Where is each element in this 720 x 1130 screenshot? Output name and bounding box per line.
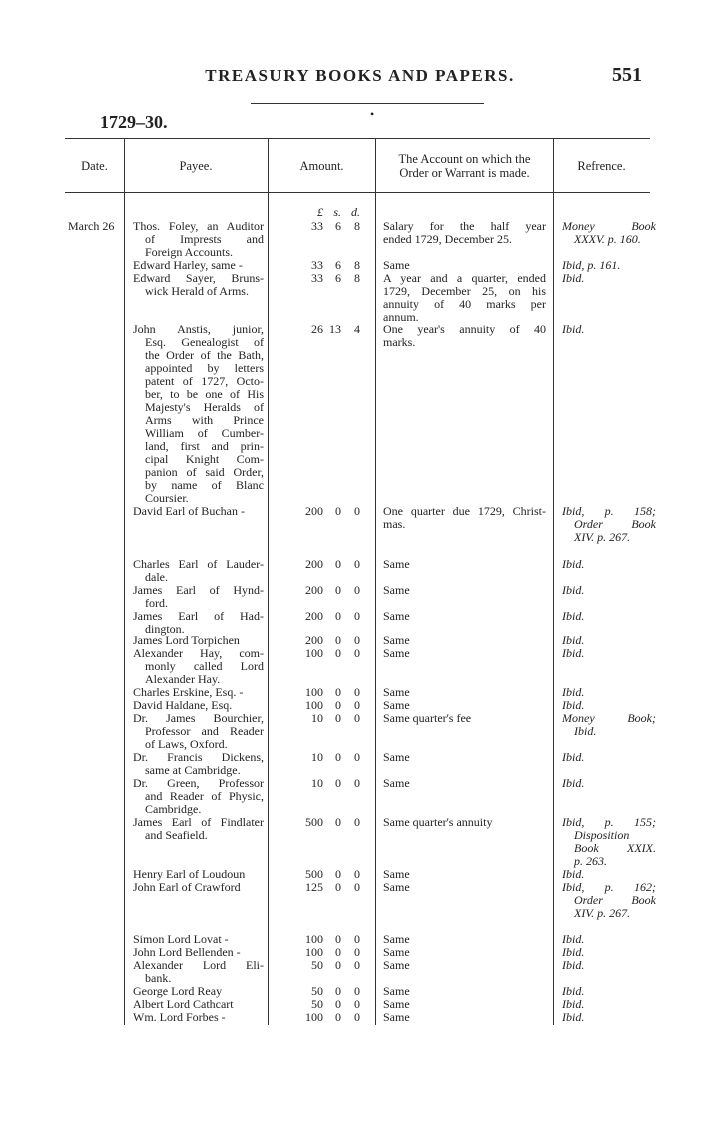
- reference-line: Ibid.: [562, 958, 585, 972]
- payee-line: Charles Erskine, Esq. -: [133, 685, 244, 699]
- amount-shillings: 0: [335, 1010, 341, 1024]
- reference-cell: [562, 272, 656, 285]
- payee-line: John Anstis, junior,: [133, 322, 264, 336]
- payee-cell: [133, 272, 264, 298]
- reference-line: Ibid.: [562, 932, 585, 946]
- reference-line: Ibid.: [562, 945, 585, 959]
- amount-pounds: 10: [311, 750, 323, 764]
- account-cell: [383, 959, 546, 972]
- amount-pounds: 100: [305, 685, 323, 699]
- amount-pounds: 33: [311, 219, 323, 233]
- amount-shillings: 0: [335, 997, 341, 1011]
- amount-shillings: 0: [335, 698, 341, 712]
- amount-pence: 8: [354, 258, 360, 272]
- payee-line: of Laws, Oxford.: [145, 737, 228, 751]
- amount-shillings: 0: [335, 646, 341, 660]
- payee-line: Edward Sayer, Bruns-: [133, 271, 264, 285]
- reference-line: Ibid, p. 162;: [562, 880, 656, 894]
- column-divider: [124, 139, 125, 1025]
- reference-line: Ibid, p. 158;: [562, 504, 656, 518]
- amount-shillings: 0: [335, 958, 341, 972]
- reference-line: Ibid.: [562, 583, 585, 597]
- payee-line: Thos. Foley, an Auditor: [133, 219, 264, 233]
- amount-shillings: 0: [335, 711, 341, 725]
- account-line: One year's annuity of 40: [383, 322, 546, 336]
- reference-cell: [562, 220, 656, 246]
- amount-pounds: 500: [305, 867, 323, 881]
- amount-pounds: 50: [311, 984, 323, 998]
- amount-pounds: 50: [311, 997, 323, 1011]
- amount-pence: 0: [354, 711, 360, 725]
- payee-line: appointed by letters: [145, 361, 264, 375]
- reference-line: Ibid.: [562, 609, 585, 623]
- payee-line: William of Cumber-: [145, 426, 264, 440]
- amount-pounds: 100: [305, 646, 323, 660]
- pounds-unit: £: [317, 205, 323, 219]
- date-cell: March 26: [68, 219, 115, 233]
- amount-pounds: 200: [305, 609, 323, 623]
- account-cell: [383, 881, 546, 894]
- shillings-unit: s.: [333, 205, 341, 219]
- payee-line: cipal Knight Com-: [145, 452, 264, 466]
- reference-line: Book XXIX.: [574, 841, 656, 855]
- reference-line: Ibid.: [562, 271, 585, 285]
- payee-line: Dr. James Bourchier,: [133, 711, 264, 725]
- payee-line: by name of Blanc: [145, 478, 264, 492]
- reference-line: Ibid.: [562, 997, 585, 1011]
- payee-cell: [133, 959, 264, 985]
- payee-line: the Order of the Bath,: [145, 348, 264, 362]
- amount-pounds: 200: [305, 557, 323, 571]
- column-divider: [553, 139, 554, 1025]
- amount-shillings: 0: [335, 815, 341, 829]
- reference-cell: [562, 584, 656, 597]
- payee-cell: [133, 505, 264, 518]
- reference-line: Ibid.: [562, 322, 585, 336]
- amount-pounds: 125: [305, 880, 323, 894]
- reference-line: Ibid, p. 161.: [562, 258, 621, 272]
- payee-line: Wm. Lord Forbes -: [133, 1010, 226, 1024]
- payee-line: and Reader of Physic,: [145, 789, 264, 803]
- amount-pence: 0: [354, 815, 360, 829]
- amount-shillings: 0: [335, 945, 341, 959]
- account-cell: [383, 505, 546, 531]
- amount-pounds: 33: [311, 258, 323, 272]
- account-line: Same: [383, 867, 410, 881]
- reference-cell: [562, 505, 656, 544]
- account-line: Same: [383, 1010, 410, 1024]
- reference-line: p. 263.: [574, 854, 607, 868]
- payee-cell: [133, 1011, 264, 1024]
- reference-line: Ibid.: [562, 557, 585, 571]
- pence-unit: d.: [351, 205, 360, 219]
- reference-line: Order Book: [574, 517, 656, 531]
- amount-shillings: 0: [335, 932, 341, 946]
- account-line: Same quarter's annuity: [383, 815, 493, 829]
- payee-line: dington.: [145, 622, 185, 636]
- payee-line: Professor and Reader: [145, 724, 264, 738]
- reference-line: Ibid.: [562, 776, 585, 790]
- amount-pence: 0: [354, 958, 360, 972]
- account-line: Same: [383, 685, 410, 699]
- account-line: Same: [383, 880, 410, 894]
- payee-cell: [133, 816, 264, 842]
- reference-cell: [562, 751, 656, 764]
- payee-line: wick Herald of Arms.: [145, 284, 249, 298]
- payee-line: bank.: [145, 971, 172, 985]
- reference-line: Money Book: [562, 219, 656, 233]
- reference-line: Ibid.: [562, 1010, 585, 1024]
- account-cell: [383, 584, 546, 597]
- reference-cell: [562, 323, 656, 336]
- account-line: annuity of 40 marks per: [383, 297, 546, 311]
- column-header-date: Date.: [81, 159, 108, 173]
- amount-pence: 8: [354, 219, 360, 233]
- payee-cell: [133, 712, 264, 751]
- amount-shillings: 0: [335, 609, 341, 623]
- amount-pounds: 200: [305, 583, 323, 597]
- running-header-title: TREASURY BOOKS AND PAPERS.: [205, 66, 515, 85]
- payee-cell: [133, 558, 264, 584]
- amount-pence: 0: [354, 583, 360, 597]
- column-divider: [268, 139, 269, 1025]
- amount-pence: 8: [354, 271, 360, 285]
- amount-pence: 0: [354, 867, 360, 881]
- payee-line: David Haldane, Esq.: [133, 698, 233, 712]
- reference-cell: [562, 881, 656, 920]
- account-cell: [383, 272, 546, 324]
- payee-line: Alexander Hay.: [145, 672, 221, 686]
- payee-line: ford.: [145, 596, 168, 610]
- account-line: Same: [383, 583, 410, 597]
- account-line: Same: [383, 698, 410, 712]
- reference-line: Disposition: [574, 828, 630, 842]
- account-cell: [383, 220, 546, 246]
- account-line: Same: [383, 984, 410, 998]
- account-line: 1729, December 25, on his: [383, 284, 546, 298]
- account-line: Same: [383, 945, 410, 959]
- payee-cell: [133, 584, 264, 610]
- amount-pence: 0: [354, 646, 360, 660]
- amount-pounds: 100: [305, 698, 323, 712]
- amount-pounds: 33: [311, 271, 323, 285]
- page-number: 551: [612, 64, 642, 86]
- reference-cell: [562, 777, 656, 790]
- amount-pence: 0: [354, 750, 360, 764]
- column-header-account: The Account on which the Order or Warrant is made.: [398, 152, 531, 180]
- amount-pence: 0: [354, 997, 360, 1011]
- payee-line: patent of 1727, Octo-: [145, 374, 264, 388]
- account-line: Same quarter's fee: [383, 711, 472, 725]
- reference-cell: [562, 712, 656, 738]
- reference-cell: [562, 959, 656, 972]
- payee-line: Foreign Accounts.: [145, 245, 233, 259]
- amount-pounds: 500: [305, 815, 323, 829]
- payee-line: James Earl of Hynd-: [133, 583, 264, 597]
- reference-line: Order Book: [574, 893, 656, 907]
- reference-cell: [562, 610, 656, 623]
- amount-shillings: 13: [329, 322, 341, 336]
- amount-shillings: 0: [335, 750, 341, 764]
- payee-line: John Lord Bellenden -: [133, 945, 241, 959]
- payee-line: of Imprests and: [145, 232, 264, 246]
- account-cell: [383, 558, 546, 571]
- reference-line: Ibid.: [562, 646, 585, 660]
- amount-pence: 0: [354, 504, 360, 518]
- amount-shillings: 0: [335, 557, 341, 571]
- payee-line: Charles Earl of Lauder-: [133, 557, 264, 571]
- amount-pounds: 200: [305, 504, 323, 518]
- payee-line: Dr. Green, Professor: [133, 776, 264, 790]
- column-header-reference: Refrence.: [577, 159, 626, 173]
- reference-line: Ibid, p. 155;: [562, 815, 656, 829]
- payee-line: Cambridge.: [145, 802, 202, 816]
- year-range: 1729–30.: [100, 112, 168, 132]
- column-divider: [375, 139, 376, 1025]
- reference-cell: [562, 816, 656, 868]
- account-cell: [383, 647, 546, 660]
- payee-cell: [133, 881, 264, 894]
- payee-line: Albert Lord Cathcart: [133, 997, 234, 1011]
- payee-line: ber, to be one of His: [145, 387, 264, 401]
- account-line: Same: [383, 776, 410, 790]
- account-line: marks.: [383, 335, 416, 349]
- account-cell: [383, 777, 546, 790]
- account-line: Same: [383, 750, 410, 764]
- account-line: Same: [383, 258, 410, 272]
- reference-line: Ibid.: [574, 724, 597, 738]
- payee-line: Alexander Lord Eli-: [133, 958, 264, 972]
- amount-pounds: 10: [311, 711, 323, 725]
- payee-cell: [133, 647, 264, 686]
- header-rule: [251, 103, 484, 104]
- amount-shillings: 0: [335, 504, 341, 518]
- payee-cell: [133, 220, 264, 259]
- stray-mark: •: [370, 107, 375, 121]
- account-line: One quarter due 1729, Christ-: [383, 504, 546, 518]
- amount-pence: 0: [354, 698, 360, 712]
- amount-pence: 0: [354, 932, 360, 946]
- payee-line: James Earl of Findlater: [133, 815, 264, 829]
- amount-pounds: 100: [305, 1010, 323, 1024]
- account-cell: [383, 751, 546, 764]
- amount-pence: 0: [354, 633, 360, 647]
- amount-pence: 0: [354, 557, 360, 571]
- account-cell: [383, 610, 546, 623]
- payee-cell: [133, 777, 264, 816]
- reference-line: XIV. p. 267.: [574, 530, 631, 544]
- payee-line: Esq. Genealogist of: [145, 335, 264, 349]
- amount-pence: 0: [354, 1010, 360, 1024]
- amount-pounds: 100: [305, 945, 323, 959]
- amount-shillings: 0: [335, 633, 341, 647]
- payee-line: Arms with Prince: [145, 413, 264, 427]
- payee-line: Alexander Hay, com-: [133, 646, 264, 660]
- reference-cell: [562, 558, 656, 571]
- amount-pence: 0: [354, 945, 360, 959]
- payee-line: James Lord Torpichen: [133, 633, 240, 647]
- account-line: Same: [383, 609, 410, 623]
- amount-pence: 0: [354, 984, 360, 998]
- amount-pounds: 10: [311, 776, 323, 790]
- payee-line: and Seafield.: [145, 828, 208, 842]
- amount-shillings: 0: [335, 984, 341, 998]
- account-line: A year and a quarter, ended: [383, 271, 546, 285]
- payee-line: Simon Lord Lovat -: [133, 932, 229, 946]
- payee-line: monly called Lord: [145, 659, 264, 673]
- reference-line: Ibid.: [562, 867, 585, 881]
- amount-pounds: 100: [305, 932, 323, 946]
- payee-line: Coursier.: [145, 491, 189, 505]
- payee-line: Dr. Francis Dickens,: [133, 750, 264, 764]
- payee-line: Henry Earl of Loudoun: [133, 867, 246, 881]
- account-line: Same: [383, 557, 410, 571]
- amount-pence: 0: [354, 776, 360, 790]
- amount-shillings: 0: [335, 880, 341, 894]
- reference-line: Ibid.: [562, 633, 585, 647]
- reference-line: Ibid.: [562, 984, 585, 998]
- payee-cell: [133, 323, 264, 505]
- payee-line: James Earl of Had-: [133, 609, 264, 623]
- reference-cell: [562, 1011, 656, 1024]
- payee-line: panion of said Order,: [145, 465, 264, 479]
- payee-line: Majesty's Heralds of: [145, 400, 264, 414]
- account-cell: [383, 816, 546, 829]
- payee-line: land, first and prin-: [145, 439, 264, 453]
- reference-line: Ibid.: [562, 685, 585, 699]
- amount-pence: 0: [354, 685, 360, 699]
- amount-pounds: 26: [311, 322, 323, 336]
- payee-line: George Lord Reay: [133, 984, 223, 998]
- payee-line: Edward Harley, same -: [133, 258, 243, 272]
- account-line: Same: [383, 997, 410, 1011]
- reference-line: Ibid.: [562, 750, 585, 764]
- account-line: mas.: [383, 517, 406, 531]
- reference-line: Money Book;: [562, 711, 656, 725]
- reference-line: XXXV. p. 160.: [574, 232, 641, 246]
- account-line: Same: [383, 932, 410, 946]
- column-header-payee: Payee.: [179, 159, 213, 173]
- amount-shillings: 6: [335, 219, 341, 233]
- amount-pounds: 200: [305, 633, 323, 647]
- account-cell: [383, 1011, 546, 1024]
- payee-cell: [133, 751, 264, 777]
- account-line: ended 1729, December 25.: [383, 232, 512, 246]
- account-cell: [383, 323, 546, 349]
- account-line: Same: [383, 633, 410, 647]
- reference-line: XIV. p. 267.: [574, 906, 631, 920]
- amount-pence: 4: [354, 322, 360, 336]
- account-cell: [383, 712, 546, 725]
- amount-shillings: 0: [335, 867, 341, 881]
- payee-line: dale.: [145, 570, 168, 584]
- amount-shillings: 0: [335, 776, 341, 790]
- account-line: annum.: [383, 310, 419, 324]
- reference-cell: [562, 647, 656, 660]
- account-line: Same: [383, 958, 410, 972]
- amount-pence: 0: [354, 609, 360, 623]
- column-header-amount: Amount.: [299, 159, 344, 173]
- payee-line: same at Cambridge.: [145, 763, 241, 777]
- account-line: Same: [383, 646, 410, 660]
- reference-line: Ibid.: [562, 698, 585, 712]
- amount-pence: 0: [354, 880, 360, 894]
- amount-shillings: 6: [335, 271, 341, 285]
- amount-pounds: 50: [311, 958, 323, 972]
- amount-shillings: 6: [335, 258, 341, 272]
- amount-shillings: 0: [335, 583, 341, 597]
- account-line: Salary for the half year: [383, 219, 546, 233]
- amount-shillings: 0: [335, 685, 341, 699]
- payee-line: David Earl of Buchan -: [133, 504, 245, 518]
- payee-line: John Earl of Crawford: [133, 880, 241, 894]
